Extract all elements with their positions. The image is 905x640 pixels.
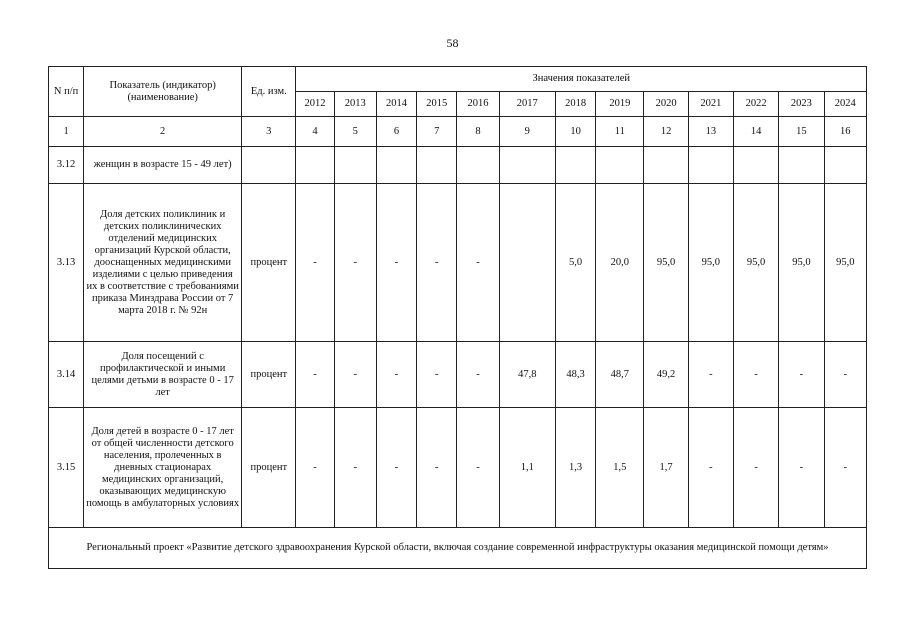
value-cell: 47,8 (499, 342, 555, 408)
value-cell: - (688, 408, 733, 528)
header-unit: Ед. изм. (242, 67, 296, 117)
value-cell: - (733, 342, 778, 408)
section-row (49, 528, 867, 569)
value-cell: 1,7 (644, 408, 688, 528)
column-number: 12 (644, 117, 688, 147)
value-cell: - (376, 342, 416, 408)
value-cell: - (779, 342, 824, 408)
year-header: 2012 (296, 92, 334, 117)
column-number: 8 (457, 117, 499, 147)
year-header: 2013 (334, 92, 376, 117)
column-number: 13 (688, 117, 733, 147)
year-header: 2023 (779, 92, 824, 117)
value-cell: - (376, 408, 416, 528)
value-cell: - (688, 342, 733, 408)
value-cell (499, 147, 555, 184)
value-cell: 95,0 (644, 184, 688, 342)
unit-cell: процент (242, 342, 296, 408)
value-cell: - (824, 342, 866, 408)
page-number: 58 (446, 36, 459, 50)
year-header: 2018 (555, 92, 595, 117)
value-cell: 20,0 (596, 184, 644, 342)
value-cell (779, 147, 824, 184)
value-cell (334, 147, 376, 184)
value-cell: - (296, 184, 334, 342)
column-number: 1 (49, 117, 84, 147)
value-cell: - (417, 342, 457, 408)
indicator-name: Доля детских поликлиник и детских поликлинических отделений медицинских организаций Курской области, дооснащенных медицинскими изделиями с целью приведения их в соответствие с требованиями приказа Минздрава России от 7 марта 2018 г. № 92н (84, 184, 242, 342)
value-cell: - (457, 408, 499, 528)
value-cell: - (417, 408, 457, 528)
table-row (49, 184, 867, 342)
value-cell: - (296, 342, 334, 408)
column-number: 4 (296, 117, 334, 147)
value-cell: - (376, 184, 416, 342)
value-cell: 1,5 (596, 408, 644, 528)
header-num: N п/п (49, 67, 84, 117)
value-cell: - (457, 184, 499, 342)
value-cell: - (334, 408, 376, 528)
value-cell: - (334, 342, 376, 408)
value-cell: 48,7 (596, 342, 644, 408)
value-cell (688, 147, 733, 184)
indicator-name: Доля посещений с профилактической и иными целями детьми в возрасте 0 - 17 лет (84, 342, 242, 408)
header-values-group: Значения показателей (296, 67, 867, 92)
value-cell (457, 147, 499, 184)
value-cell: - (824, 408, 866, 528)
year-header: 2021 (688, 92, 733, 117)
value-cell: 95,0 (824, 184, 866, 342)
table-row (49, 408, 867, 528)
header-row-1 (49, 67, 867, 92)
regional-project-title: Региональный проект «Развитие детского здравоохранения Курской области, включая создание современной инфраструктуры оказания медицинской помощи детям» (49, 528, 867, 569)
value-cell: - (733, 408, 778, 528)
value-cell: - (417, 184, 457, 342)
column-number: 15 (779, 117, 824, 147)
indicator-name: Доля детей в возрасте 0 - 17 лет от общей численности детского населения, пролеченных в дневных стационарах медицинских организаций, оказывающих медицинскую помощь в амбулаторных условиях (84, 408, 242, 528)
value-cell (296, 147, 334, 184)
unit-cell: процент (242, 184, 296, 342)
row-number: 3.15 (49, 408, 84, 528)
year-header: 2022 (733, 92, 778, 117)
year-header: 2020 (644, 92, 688, 117)
year-header: 2017 (499, 92, 555, 117)
header-indicator: Показатель (индикатор) (наименование) (84, 67, 242, 117)
value-cell (596, 147, 644, 184)
column-number: 3 (242, 117, 296, 147)
column-number: 6 (376, 117, 416, 147)
value-cell (499, 184, 555, 342)
value-cell: 95,0 (688, 184, 733, 342)
row-number: 3.14 (49, 342, 84, 408)
value-cell: - (296, 408, 334, 528)
indicator-name: женщин в возрасте 15 - 49 лет) (84, 147, 242, 184)
value-cell: - (457, 342, 499, 408)
value-cell (733, 147, 778, 184)
value-cell: - (334, 184, 376, 342)
column-number: 10 (555, 117, 595, 147)
year-header: 2024 (824, 92, 866, 117)
column-number: 2 (84, 117, 242, 147)
column-number: 11 (596, 117, 644, 147)
value-cell: - (779, 408, 824, 528)
value-cell (376, 147, 416, 184)
value-cell: 95,0 (733, 184, 778, 342)
year-header: 2019 (596, 92, 644, 117)
value-cell: 1,1 (499, 408, 555, 528)
column-number: 16 (824, 117, 866, 147)
value-cell: 1,3 (555, 408, 595, 528)
column-number: 14 (733, 117, 778, 147)
table-row (49, 342, 867, 408)
value-cell: 49,2 (644, 342, 688, 408)
unit-cell (242, 147, 296, 184)
row-number: 3.13 (49, 184, 84, 342)
year-header: 2016 (457, 92, 499, 117)
column-number: 9 (499, 117, 555, 147)
value-cell (555, 147, 595, 184)
table-row (49, 147, 867, 184)
year-header: 2015 (417, 92, 457, 117)
indicators-table (48, 66, 867, 569)
value-cell (417, 147, 457, 184)
year-header: 2014 (376, 92, 416, 117)
value-cell (644, 147, 688, 184)
column-number: 7 (417, 117, 457, 147)
value-cell: 5,0 (555, 184, 595, 342)
value-cell: 95,0 (779, 184, 824, 342)
column-number-row (49, 117, 867, 147)
value-cell (824, 147, 866, 184)
row-number: 3.12 (49, 147, 84, 184)
unit-cell: процент (242, 408, 296, 528)
column-number: 5 (334, 117, 376, 147)
value-cell: 48,3 (555, 342, 595, 408)
